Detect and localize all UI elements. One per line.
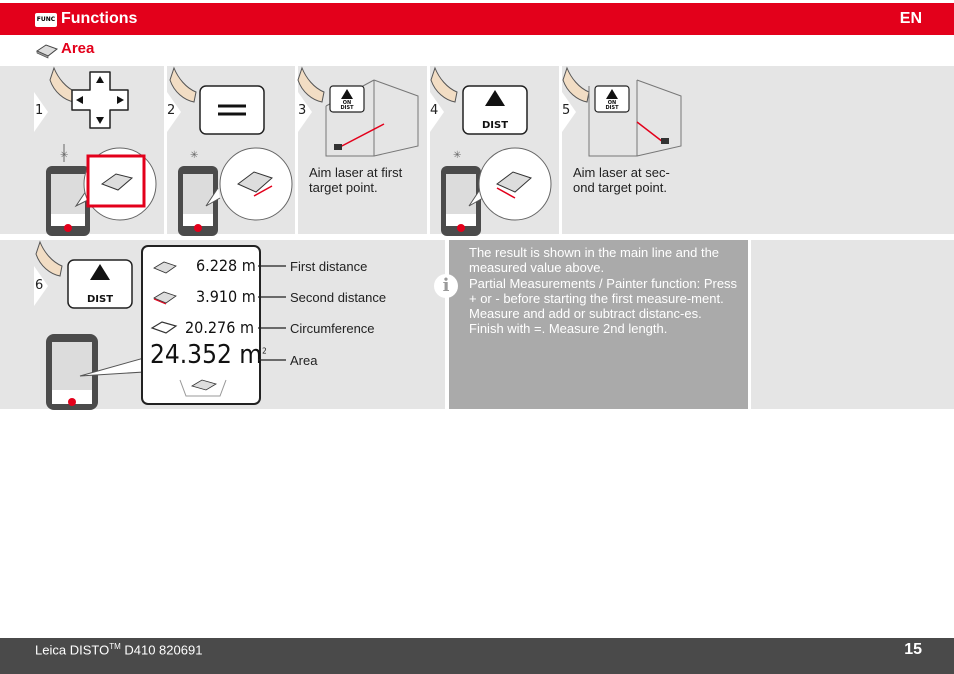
step-number-2: 2 <box>167 103 176 118</box>
page-number: 15 <box>904 641 922 658</box>
step-number-4: 4 <box>430 103 439 118</box>
step-number-5: 5 <box>562 103 571 118</box>
step-5-caption: Aim laser at sec-ond target point. <box>573 165 670 195</box>
svg-text:ON: ON <box>607 100 617 106</box>
footer-bar <box>0 638 954 674</box>
legend-first-distance: First distance <box>290 259 368 274</box>
step-2-illustration <box>168 66 296 234</box>
svg-text:ON: ON <box>486 107 504 118</box>
step-number-3: 3 <box>298 103 307 118</box>
step-5-illustration <box>563 66 692 176</box>
svg-text:DIST: DIST <box>481 120 509 131</box>
legend-circumference: Circumference <box>290 321 375 336</box>
info-line-2: Partial Measurements / Painter function: Press + or - before starting the first measure-ment. Measure and add or subtract distanc-es. Finish with =. Measure 2nd length. <box>469 275 738 337</box>
step-number-1: 1 <box>35 103 44 118</box>
step-3-illustration <box>298 66 427 176</box>
info-icon: i <box>434 274 458 298</box>
product-name: Leica DISTO™ D410 820691 <box>35 642 203 658</box>
step-number-6: 6 <box>35 278 44 293</box>
first-distance-value: 6.228 m <box>196 256 256 275</box>
equals-key-icon <box>200 86 264 134</box>
svg-text:✳: ✳ <box>60 150 69 161</box>
legend-area: Area <box>290 353 318 368</box>
svg-text:✳: ✳ <box>453 150 462 161</box>
circumference-value: 20.276 m <box>185 318 254 337</box>
empty-panel <box>751 240 954 409</box>
header-bar <box>0 3 954 35</box>
svg-text:DIST: DIST <box>605 105 619 111</box>
svg-text:DIST: DIST <box>86 294 114 305</box>
legend-leaders <box>258 256 288 376</box>
info-line-1: The result is shown in the main line and the measured value above. <box>469 245 720 276</box>
func-icon: FUNC <box>35 13 57 27</box>
area-icon <box>35 44 59 58</box>
area-value: 24.352 $m^2$ <box>150 340 267 370</box>
legend-second-distance: Second distance <box>290 290 387 305</box>
step-1-illustration <box>36 66 166 234</box>
info-text <box>469 245 739 337</box>
second-distance-value: 3.910 m <box>196 287 256 306</box>
step-3-caption: Aim laser at first target point. <box>309 165 403 195</box>
svg-text:DIST: DIST <box>340 105 354 111</box>
svg-text:ON: ON <box>91 281 109 292</box>
chapter-title: Functions <box>61 10 138 27</box>
section-title: Area <box>61 40 95 57</box>
step-4-illustration <box>431 66 560 234</box>
svg-text:ON: ON <box>342 100 352 106</box>
language-code: EN <box>899 10 922 27</box>
svg-text:✳: ✳ <box>190 150 199 161</box>
